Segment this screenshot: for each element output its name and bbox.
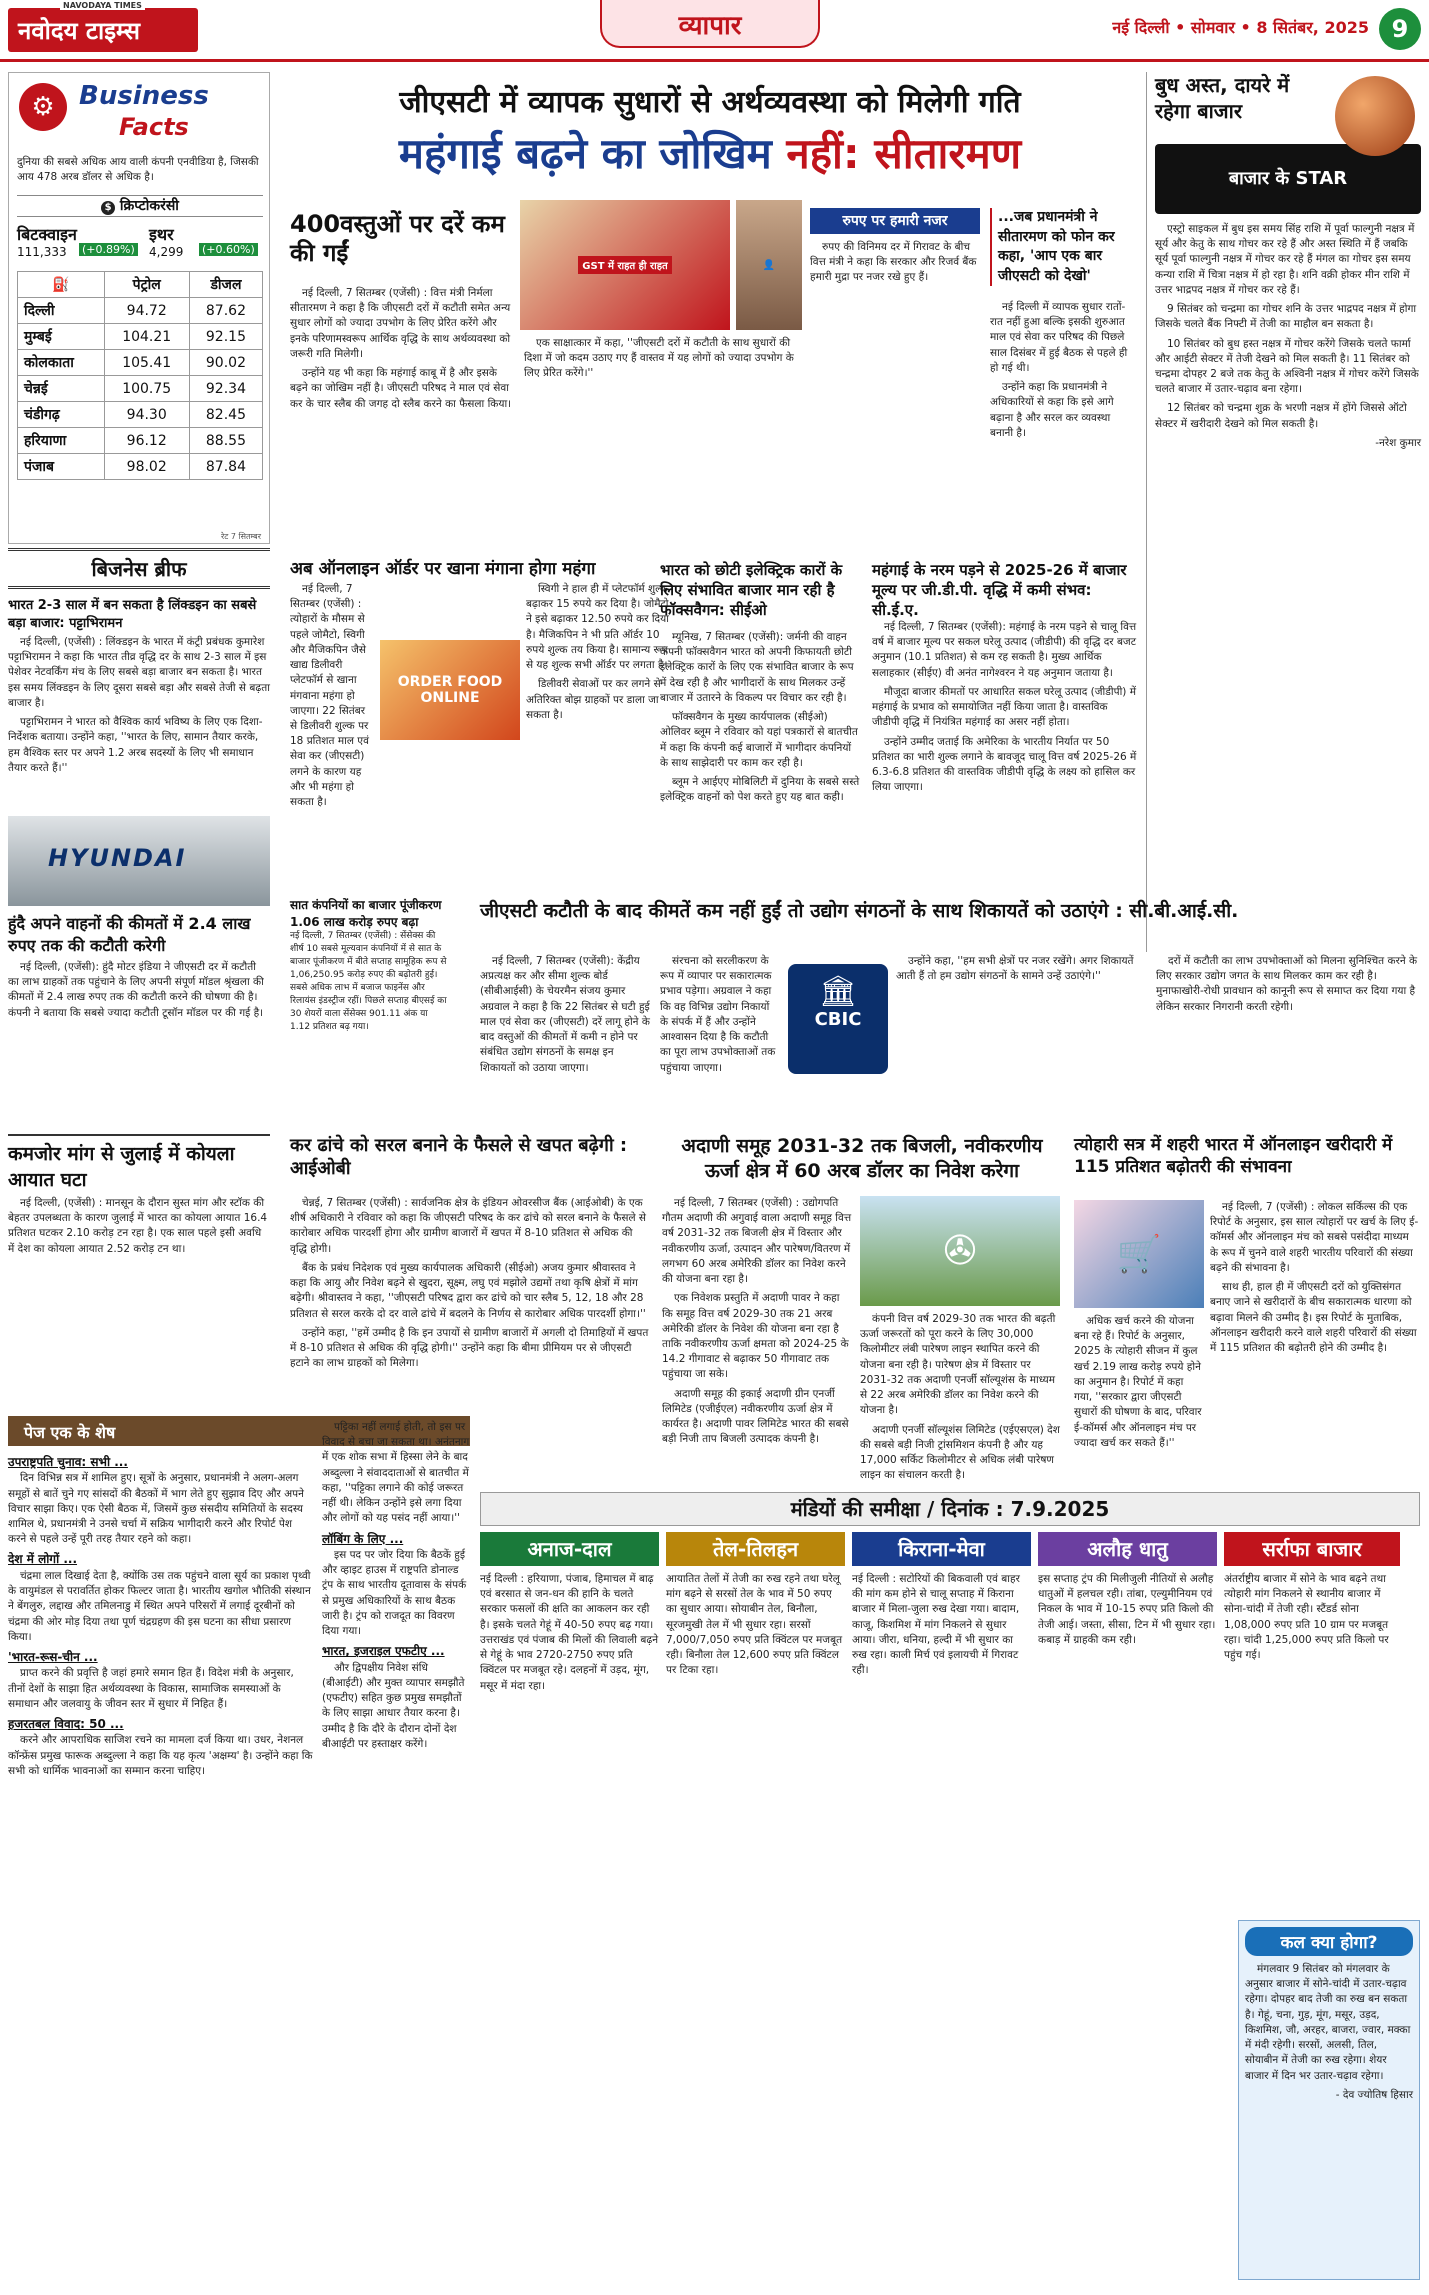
fuel-row bbox=[18, 376, 263, 402]
lead-headline-red: नहीं: सीतारमण bbox=[786, 129, 1022, 178]
mandi-col bbox=[1038, 1532, 1217, 2272]
brief-text-4: नई दिल्ली, (एजेंसी) : मानसून के दौरान सुस्त मांग और स्टॉक की बेहतर उपलब्धता के कारण जुलाई में भारत का कोयला आयात 16.4 प्रतिशत घटकर 2.10 करोड़ टन रहा है। एक साल पहले इसी अवधि में देश का कोयला आयात 2.52 करोड़ टन था। bbox=[8, 1197, 268, 1255]
wind-turbine-icon: ✇ bbox=[943, 1228, 977, 1274]
fuel-price: 94.30 bbox=[104, 402, 189, 428]
rupee-box-head: रुपए पर हमारी नजर bbox=[810, 208, 980, 234]
mandi-col-text: इस सप्ताह ट्रंप की मिलीजुली नीतियों से अलौह धातुओं में हलचल रही। तांबा, एल्युमीनियम एवं निकल के भाव में 10-15 रुपए प्रति किलो की तेजी आई। जस्ता, सीसा, टिन में भी सुधार रहा। कबाड़ में ग्राहकी कम रही। bbox=[1038, 1573, 1216, 1646]
iob-head: कर ढांचे को सरल बनाने के फैसले से खपत बढ़ेगी : आईओबी bbox=[290, 1135, 628, 1180]
fuel-row bbox=[18, 298, 263, 324]
fuel-row bbox=[18, 324, 263, 350]
star-column bbox=[1146, 72, 1421, 952]
fuel-note: रेट 7 सितम्बर bbox=[221, 532, 261, 541]
lead-headline bbox=[290, 124, 1130, 181]
fuel-pump-icon: ⛽ bbox=[18, 272, 105, 298]
lead-photo-caption: GST में राहत ही राहत bbox=[578, 256, 671, 274]
fuel-price: 87.84 bbox=[189, 454, 262, 480]
ether-block bbox=[149, 223, 263, 259]
festive-head: त्योहारी सत्र में शहरी भारत में ऑनलाइन खरीदारी में 115 प्रतिशत बढ़ोतरी की संभावना bbox=[1074, 1135, 1393, 1178]
star-author: -नरेश कुमार bbox=[1375, 436, 1421, 449]
cbic-text-4: दरों में कटौती का लाभ उपभोक्ताओं को मिलना सुनिश्चित करने के लिए सरकार उद्योग जगत के साथ मिलकर काम कर रही है। मुनाफाखोरी-रोधी प्रावधान को कानूनी रूप से समाप्त कर दिया गया है लेकिन सरकार निगरानी करती रहेगी। bbox=[1156, 955, 1418, 1013]
adani-text-5: अदाणी एनर्जी सॉल्यूशंस लिमिटेड (एईएसएल) देश की सबसे बड़ी निजी ट्रांसमिशन कंपनी है और यह 17,000 सर्किट किलोमीटर से अधिक लंबी पारेषण लाइन का संचालन करती है। bbox=[860, 1423, 1060, 1482]
mandi-col-title: अलौह धातु bbox=[1038, 1532, 1217, 1566]
rest-text-2: चंद्रमा लाल दिखाई देता है, क्योंकि उस तक पहुंचने वाला सूर्य का प्रकाश पृथ्वी के वायुमंडल से परावर्तित होकर फिल्टर जाता है। भारतीय खगोल भौतिकी संस्थान ने बेंगलुरु, लद्दाख और तमिलनाडु में स्थित अपने परिसरों में लगाई दूरबीनों को चंद्रमा की ओर मोड़ दिया तथा पूर्ण चंद्रग्रहण की इस घटना का सीधा प्रसारण किया। bbox=[8, 1569, 311, 1643]
brief-text-2: पट्टाभिरामन ने भारत को वैश्विक कार्य भविष्य के लिए एक दिशा-निर्देशक बताया। उन्होंने कहा, ''भारत के लिए, सामान तैयार करके, हम वैश्विक स्तर पर अपने 1.2 अरब सदस्यों के लिए भी समाधान तैयार करते हैं।'' bbox=[8, 716, 263, 774]
gdp-col bbox=[872, 620, 1137, 890]
star-text-4: 12 सितंबर को चन्द्रमा शुक्र के भरणी नक्षत्र में होंगे जिससे ऑटो सेक्टर में खरीदारी देखने को मिल सकती है। bbox=[1155, 402, 1407, 430]
wind-turbine-photo bbox=[860, 1196, 1060, 1306]
festive-col-1 bbox=[1210, 1200, 1420, 1480]
bitcoin-icon: $ bbox=[101, 201, 115, 215]
brief-head-1: भारत 2-3 साल में बन सकता है लिंक्डइन का सबसे बड़ा बाजार: पट्टाभिरामन bbox=[8, 598, 257, 631]
food-head: अब ऑनलाइन ऑर्डर पर खाना मंगाना होगा महंगा bbox=[290, 559, 596, 579]
lead-col-3 bbox=[810, 240, 980, 548]
tomorrow-text: मंगलवार 9 सितंबर को मंगलवार के अनुसार बाजार में सोने-चांदी में उतार-चढ़ाव रहेगा। दोपहर बाद तेजी का रुख बन सकता है। गेहूं, चना, गुड़, मूंग, मसूर, उड़द, किशमिश, जौ, अरहर, बाजरा, ज्वार, मक्का में मंदी रहेगी। सरसों, अलसी, तिल, सोयाबीन में तेजी का रुख रहेगा। शेयर बाजार में दिन भर उतार-चढ़ाव रहेगा। bbox=[1245, 1963, 1411, 2082]
crypto-header bbox=[17, 195, 263, 217]
mandi-col bbox=[666, 1532, 845, 2272]
fuel-price: 90.02 bbox=[189, 350, 262, 376]
ev-text-1: म्यूनिख, 7 सितम्बर (एजेंसी): जर्मनी की वाहन कंपनी फॉक्सवैगन भारत को अपनी किफायती छोटी इलेक्ट्रिक कारों के लिए एक संभावित बाजार के रूप में देख रही है और भागीदारों के साथ मिलकर उन्हें बाजार में उतारने के विकल्प पर विचार कर रही है। bbox=[660, 631, 854, 704]
festive-col-2 bbox=[1074, 1314, 1204, 1486]
festive-text-3: अधिक खर्च करने की योजना बना रहे हैं। रिपोर्ट के अनुसार, 2025 के त्योहारी सीजन में कुल खर्च 2.19 लाख करोड़ रुपये होने का अनुमान है। रिपोर्ट में कहा गया, ''सरकार द्वारा जीएसटी सुधारों की घोषणा के बाद, परिवार ई-कॉमर्स और ऑनलाइन मंच पर ज्यादा खर्च कर सकते हैं।'' bbox=[1074, 1315, 1202, 1449]
business-brief bbox=[8, 548, 270, 1408]
rest-head-6: भारत, इजराइल एफटीए ... bbox=[322, 1644, 445, 1659]
rest-head-3: 'भारत-रूस-चीन ... bbox=[8, 1649, 98, 1664]
dateline: नई दिल्ली • सोमवार • 8 सितंबर, 2025 bbox=[1112, 18, 1369, 37]
ether-label: इथर bbox=[149, 225, 174, 244]
rest-head-5: लॉबिंग के लिए ... bbox=[322, 1531, 404, 1546]
facts-title-1: Business bbox=[79, 81, 209, 111]
fuel-city: मुम्बई bbox=[18, 324, 105, 350]
lead-headline-blue: महंगाई बढ़ने का जोखिम bbox=[398, 129, 787, 178]
fuel-price: 100.75 bbox=[104, 376, 189, 402]
fuel-price: 94.72 bbox=[104, 298, 189, 324]
star-text-1: एस्ट्रो साइकल में बुध इस समय सिंह राशि में पूर्वा फाल्गुनी नक्षत्र में सूर्य और केतु के साथ गोचर कर रहे हैं और अस्त स्थिति में हैं जबकि सूर्य पूर्वा फाल्गुनी नक्षत्र में गोचर कर रहे हैं मंगल का गोचर इस समय कन्या राशि में चित्रा नक्षत्र में हो रहा है। शनि वक्री होकर मीन राशि में उत्तर भाद्रपद नक्षत्र में गोचर कर रहे हैं। bbox=[1155, 223, 1415, 296]
cbic-col-2 bbox=[660, 954, 780, 1124]
adani-col-2 bbox=[860, 1312, 1060, 1486]
mandi-col-title: तेल-तिलहन bbox=[666, 1532, 845, 1566]
fuel-price: 82.45 bbox=[189, 402, 262, 428]
star-text-2: 9 सितंबर को चन्द्रमा का गोचर शनि के उत्तर भाद्रपद नक्षत्र में होगा जिसके चलते बैंक निफ्टी में तेजी का माहौल बन सकता है। bbox=[1155, 303, 1417, 331]
food-photo-caption: ORDER FOOD ONLINE bbox=[397, 674, 503, 706]
mandi-col-text: अंतर्राष्ट्रीय बाजार में सोने के भाव बढ़ने तथा त्योहारी मांग निकलने से स्थानीय बाजार में सोना-चांदी में तेजी रही। स्टैंडर्ड सोना 1,08,000 रुपए प्रति 10 ग्राम पर मजबूत रहा। चांदी 1,25,000 रुपए प्रति किलो पर पहुंच गई। bbox=[1224, 1573, 1389, 1662]
adani-head: अदाणी समूह 2031-32 तक बिजली, नवीकरणीय ऊर्जा क्षेत्र में 60 अरब डॉलर का निवेश करेगा bbox=[681, 1135, 1043, 1182]
mandi-bar: मंडियों की समीक्षा / दिनांक : 7.9.2025 bbox=[480, 1492, 1420, 1526]
masthead-logo bbox=[8, 1, 198, 52]
fuel-head-petrol: पेट्रोल bbox=[104, 272, 189, 298]
fuel-row bbox=[18, 454, 263, 480]
lead-col-4 bbox=[990, 300, 1130, 548]
tomorrow-title: कल क्या होगा? bbox=[1245, 1927, 1413, 1956]
fuel-row bbox=[18, 428, 263, 454]
cart-icon: 🛒 bbox=[1116, 1234, 1162, 1275]
front-rest-bar: पेज एक के शेष bbox=[8, 1416, 470, 1446]
page-header bbox=[0, 0, 1429, 62]
lead-p6: उन्होंने कहा कि प्रधानमंत्री ने अधिकारियों से कहा कि इसे आगे बढ़ाना है और सरल कर व्यवस्था बनानी है। bbox=[990, 381, 1114, 439]
lead-p1: नई दिल्ली, 7 सितम्बर (एजेंसी) : वित्त मंत्री निर्मला सीतारमण ने कहा है कि जीएसटी दरों में कटौती समेत अन्य सुधार लोगों को ज्यादा उपभोग के लिए प्रेरित करेंगे और इनके परिणामस्वरूप आर्थिक वृद्धि के साथ अर्थव्यवस्था को जरूरी गति मिलेगी। bbox=[290, 287, 511, 360]
food-col-1 bbox=[290, 582, 375, 882]
cbic-head: जीएसटी कटौती के बाद कीमतें कम नहीं हुईं तो उद्योग संगठनों के साथ शिकायतें को उठाएंगे : सी.बी.आई.सी. bbox=[480, 900, 1239, 922]
fuel-price: 96.12 bbox=[104, 428, 189, 454]
fuel-row bbox=[18, 402, 263, 428]
brief-text-3: नई दिल्ली, (एजेंसी): हुंदै मोटर इंडिया ने जीएसटी दर में कटौती का लाभ ग्राहकों तक पहुंचाने के लिए अपनी संपूर्ण मॉडल श्रृंखला की कीमतों में 2.4 लाख रुपए तक की कटौती करने की घोषणा की है। कंपनी ने बताया कि सबसे ज्यादा कटौती टूसॉन मॉडल पर की गई है। bbox=[8, 961, 264, 1019]
festive-text-2: साथ ही, हाल ही में जीएसटी दरों को युक्तिसंगत बनाए जाने से खरीदारों के बीच सकारात्मक धारणा को बढ़ावा मिलने की उम्मीद है। इस रिपोर्ट के मुताबिक, ऑनलाइन खरीदारी करने वाले शहरी परिवारों की संख्या में 115 प्रतिशत की बढ़ोतरी होने की उम्मीद है। bbox=[1210, 1281, 1417, 1354]
lead-kicker: जीएसटी में व्यापक सुधारों से अर्थव्यवस्था को मिलेगी गति bbox=[399, 85, 1021, 120]
crypto-title: क्रिप्टोकरंसी bbox=[119, 198, 179, 214]
star-text-3: 10 सितंबर को बुध हस्त नक्षत्र में गोचर करेंगे जिसके चलते फार्मा और आईटी सेक्टर में तेजी देखने को मिल सकती है। 11 सितंबर को चन्द्रमा दोपहर 2 बजे तक केतु के अश्विनी नक्षत्र में गोचर करेंगे जिसके चलते बाजार में उतार-चढ़ाव बना रहेगा। bbox=[1155, 337, 1419, 396]
ether-change: (+0.60%) bbox=[199, 243, 258, 256]
gdp-text-2: मौजूदा बाजार कीमतों पर आधारित सकल घरेलू उत्पाद (जीडीपी) में महंगाई के प्रभाव को समायोजित नहीं किया जाता है। वास्तविक जीडीपी वृद्धि में नियंत्रित महंगाई का असर नहीं होता। bbox=[872, 685, 1137, 729]
rest-text-7: और द्विपक्षीय निवेश संधि (बीआईटी) और मुक्त व्यापार समझौते (एफटीए) सहित कुछ प्रमुख समझौतों के लिए साझा आधार तैयार करना है। उम्मीद है कि दौरे के दौरान दोनों देश बीआईटी पर हस्ताक्षर करेंगे। bbox=[322, 1661, 465, 1750]
lead-p4: रुपए की विनिमय दर में गिरावट के बीच वित्त मंत्री ने कहा कि सरकार और रिजर्व बैंक हमारी मुद्रा पर नजर रखे हुए हैं। bbox=[810, 241, 977, 284]
cbic-logo bbox=[788, 964, 888, 1074]
mcap-text: नई दिल्ली, 7 सितम्बर (एजेंसी) : सेंसेक्स की शीर्ष 10 सबसे मूल्यवान कंपनियों में से सात के बाजार पूंजीकरण में बीते सप्ताह सामूहिक रूप से 1,06,250.95 करोड़ रुपए की बढ़ोतरी हुई। सबसे अधिक लाभ में बजाज फाइनेंस और रिलायंस इंडस्ट्रीज रहीं। पिछले सप्ताह बीएसई का 30 शेयरों वाला सेंसेक्स 901.11 अंक या 1.12 प्रतिशत बढ़ गया। bbox=[290, 931, 447, 1033]
adani-text-4: कंपनी वित्त वर्ष 2029-30 तक भारत की बढ़ती ऊर्जा जरूरतों को पूरा करने के लिए 30,000 किलोमीटर लंबी पारेषण लाइन स्थापित करने की योजना बना रही है। पारेषण क्षेत्र में विस्तार पर 2031-32 तक अदाणी एनर्जी सॉल्यूशंस के माध्यम से 22 अरब अमेरिकी डॉलर का निवेश करने की योजना है। bbox=[860, 1313, 1056, 1417]
ev-text-3: ब्लूम ने आईएए मोबिलिटी में दुनिया के सबसे सस्ते इलेक्ट्रिक वाहनों को पेश करते हुए यह बात कही। bbox=[660, 775, 860, 804]
bitcoin-label: बिटक्वाइन bbox=[17, 225, 77, 244]
masthead-tag: NAVODAYA TIMES bbox=[60, 1, 145, 10]
lead-p3: एक साक्षात्कार में कहा, ''जीएसटी दरों में कटौती के साथ सुधारों की दिशा में जो कदम उठाए गए हैं वास्तव में यह लोगों को ज्यादा उपभोग के लिए प्रेरित करेंगे।'' bbox=[524, 337, 794, 380]
bitcoin-block bbox=[17, 223, 139, 259]
shopping-photo bbox=[1074, 1200, 1204, 1308]
rest-head-2: देश में लोगों ... bbox=[8, 1552, 78, 1567]
cbic-text-2: संरचना को सरलीकरण के रूप में व्यापार पर सकारात्मक प्रभाव पड़ेगा। अग्रवाल ने कहा कि वह विभिन्न उद्योग निकायों के संपर्क में हैं और उन्होंने आश्वासन दिया है कि कटौती का पूरा लाभ उपभोक्ताओं तक पहुंचाया जाएगा। bbox=[660, 955, 776, 1074]
tomorrow-author: - देव ज्योतिष हिसार bbox=[1335, 2088, 1413, 2101]
rest-head-1: उपराष्ट्रपति चुनाव: सभी ... bbox=[8, 1455, 128, 1469]
brief-head-2: हुंदै अपने वाहनों की कीमतों में 2.4 लाख रुपए तक की कटौती करेगी bbox=[8, 914, 251, 955]
lead-col-2 bbox=[524, 336, 800, 548]
brief-text-1: नई दिल्ली, (एजेंसी) : लिंक्डइन के भारत में कंट्री प्रबंधक कुमारेश पट्टाभिरामन ने कहा कि भारत तीव्र वृद्धि दर के साथ 2-3 साल में इस पेशेवर नेटवर्किंग मंच के लिए सबसे बड़ा बाजार बन सकता है। भारत इस समय लिंक्डइन के लिए दूसरा सबसे बड़ा और सबसे तेजी से बढ़ता बाजार है। bbox=[8, 636, 270, 709]
mandi-col-title: सर्राफा बाजार bbox=[1224, 1532, 1400, 1566]
fuel-price: 98.02 bbox=[104, 454, 189, 480]
emblem-icon: 🏛 bbox=[818, 974, 858, 1009]
adani-text-1: नई दिल्ली, 7 सितम्बर (एजेंसी) : उद्योगपति गौतम अदाणी की अगुवाई वाला अदाणी समूह वित्त वर्ष 2031-32 तक बिजली क्षेत्र में विस्तार और नवीकरणीय ऊर्जा, उत्पादन और पारेषण/वितरण में लगभग 60 अरब अमेरिकी डॉलर का निवेश करने की योजना बना रहा है। bbox=[662, 1197, 852, 1286]
fuel-price: 104.21 bbox=[104, 324, 189, 350]
cbic-text-1: नई दिल्ली, 7 सितम्बर (एजेंसी): केंद्रीय अप्रत्यक्ष कर और सीमा शुल्क बोर्ड (सीबीआईसी) के चेयरमैन संजय कुमार अग्रवाल ने कहा है कि 22 सितंबर से घटी हुई माल एवं सेवा कर (जीएसटी) दरें लागू होने के बाद वस्तुओं की कीमतों में कमी न होने पर संबंधित उद्योग संगठनों के समक्ष इन शिकायतों को उठाया जाएगा। bbox=[480, 955, 650, 1074]
rest-text-1: दिन विभिन्न सत्र में शामिल हुए। सूत्रों के अनुसार, प्रधानमंत्री ने अलग-अलग समूहों से बातें चुने गए सांसदों की बैठकों में भाग लेते हुए सुझाव दिए और अपने विचार साझा किए। एक ऐसी बैठक में, जिसमें कुछ संसदीय समितियों के सदस्य शामिल थे, प्रधानमंत्री ने उनसे चर्चा में सक्रिय भागीदारी करने और रिपोर्ट पेश करने से पहले उन्हें पूरी तरह तैयार रहने को कहा। bbox=[8, 1472, 304, 1546]
fuel-city: कोलकाता bbox=[18, 350, 105, 376]
lead-col-1 bbox=[290, 286, 516, 548]
fuel-price: 105.41 bbox=[104, 350, 189, 376]
hyundai-photo bbox=[8, 816, 270, 906]
mandi-col bbox=[852, 1532, 1031, 2272]
adani-col-1 bbox=[662, 1196, 852, 1486]
mandi-col-text: नई दिल्ली : हरियाणा, पंजाब, हिमाचल में बाढ़ एवं बरसात से जन-धन की हानि के चलते सरकार फसलों की क्षति का आकलन कर रही है। इसके चलते गेहूं में 40-50 रुपए बढ़ गया। उत्तराखंड एवं पंजाब की मिलों की लिवाली बढ़ने से गेहूं के भाव 2720-2750 रुपए प्रति क्विंटल पर मजबूत रहे। दलहनों में उड़द, मूंग, मसूर में मंदा रहा। bbox=[480, 1573, 659, 1692]
rest-text-3: प्राप्त करने की प्रवृत्ति है जहां हमारे समान हित हैं। विदेश मंत्री के अनुसार, तीनों देशों के साझा हित अर्थव्यवस्था के विकास, सामाजिक समस्याओं के समाधान और जलवायु के जीवन स्तर में सुधार में निहित हैं। bbox=[8, 1667, 294, 1710]
fuel-city: चंडीगढ़ bbox=[18, 402, 105, 428]
fuel-head-diesel: डीजल bbox=[189, 272, 262, 298]
mandi-col-title: अनाज-दाल bbox=[480, 1532, 659, 1566]
page-number: 9 bbox=[1379, 8, 1421, 50]
iob-text-3: उन्होंने कहा, ''हमें उम्मीद है कि इन उपायों से ग्रामीण बाजारों में अगली दो तिमाहियों में खपत में 8-10 प्रतिशत से अधिक की वृद्धि होगी।'' उन्होंने कहा कि बीमा प्रीमियम पर से जीएसटी हटाने का लाभ ग्राहकों को मिलेगा। bbox=[290, 1326, 649, 1370]
fuel-row bbox=[18, 350, 263, 376]
fuel-city: हरियाणा bbox=[18, 428, 105, 454]
fuel-city: दिल्ली bbox=[18, 298, 105, 324]
fuel-city: चेन्नई bbox=[18, 376, 105, 402]
fuel-price: 92.15 bbox=[189, 324, 262, 350]
cbic-col-1 bbox=[480, 954, 650, 1124]
brain-icon: ⚙ bbox=[19, 83, 67, 131]
fuel-price: 92.34 bbox=[189, 376, 262, 402]
cbic-col-3 bbox=[896, 954, 1146, 1124]
rest-text-5: पट्टिका नहीं लगाई होती, तो इस पर विवाद से बचा जा सकता था। अनंतनाग में एक शोक सभा में हिस्सा लेने के बाद अब्दुल्ला ने संवाददाताओं से बातचीत में कहा, ''पट्टिका लगाने की कोई जरूरत नहीं थी। लेकिन उन्होंने इसे लगा दिया और लोगों को यह पसंद नहीं आया।'' bbox=[322, 1421, 470, 1525]
food-text-3: डिलीवरी सेवाओं पर कर लगने से अतिरिक्त बोझ ग्राहकों पर डाला जा सकता है। bbox=[526, 678, 661, 721]
cbic-text-3: उन्होंने कहा, ''हम सभी क्षेत्रों पर नजर रखेंगे। अगर शिकायतें आती हैं तो हम उद्योग संगठनों के सामने उन्हें उठाएंगे।'' bbox=[896, 955, 1134, 983]
business-facts-box bbox=[8, 72, 270, 544]
fuel-price-table bbox=[17, 271, 263, 480]
mandi-col-text: नई दिल्ली : सटोरियों की बिकवाली एवं बाहर की मांग कम होने से चालू सप्ताह में किराना बाजार में मिला-जुला रुख देखा गया। बादाम, काजू, किशमिश में मांग निकलने से सुधार आया। जीरा, धनिया, हल्दी में भी सुधार का रुख रहा। काली मिर्च एवं इलायची में गिरावट रही। bbox=[852, 1573, 1020, 1677]
adani-text-3: अदाणी समूह की इकाई अदाणी ग्रीन एनर्जी लिमिटेड (एजीईएल) नवीकरणीय ऊर्जा क्षेत्र में कार्यरत है। अदाणी पावर लिमिटेड भारत की सबसे बड़ी निजी ताप बिजली उत्पादक कंपनी है। bbox=[662, 1387, 849, 1446]
rest-text-4: करने और आपराधिक साजिश रचने का मामला दर्ज किया था। उधर, नेशनल कॉन्फ्रेंस प्रमुख फारूक अब्दुल्ला ने कहा कि यह कृत्य 'अक्षम्य' है। उन्होंने कहा कि सभी को धार्मिक भावनाओं का सम्मान करना चाहिए। bbox=[8, 1734, 313, 1777]
ether-value: 4,299 bbox=[149, 245, 184, 259]
lead-p2: उन्होंने यह भी कहा कि महंगाई काबू में है और इसके बढ़ने का जोखिम नहीं है। जीएसटी परिषद ने माल एवं सेवा कर के चार स्लैब की जगह दो स्लैब करने का फैसला किया। bbox=[290, 367, 512, 410]
lead-side-head: 400वस्तुओं पर दरें कम की गईं bbox=[290, 210, 505, 267]
gdp-text-3: उन्होंने उम्मीद जताई कि अमेरिका के भारतीय निर्यात पर 50 प्रतिशत का भारी शुल्क लगाने के बावजूद चालू वित्त वर्ष 2025-26 में 6.3-6.8 प्रतिशत की वास्तविक जीडीपी वृद्धि के लक्ष्य को हासिल कर लिया जाएगा। bbox=[872, 735, 1137, 794]
masthead-name: नवोदय टाइम्स bbox=[18, 17, 141, 45]
planet-icon bbox=[1335, 76, 1415, 156]
gdp-head: महंगाई के नरम पड़ने से 2025-26 में बाजार मूल्य पर जी.डी.पी. वृद्धि में कमी संभव: सी.ई.ए. bbox=[872, 561, 1127, 619]
festive-text-1: नई दिल्ली, 7 (एजेंसी) : लोकल सर्किल्स की एक रिपोर्ट के अनुसार, इस साल त्योहारों पर खर्च के लिए ई-कॉमर्स और ऑनलाइन मंच को सबसे पसंदीदा माध्यम के रूप में चुनने वाले शहरी भारतीय परिवारों की संख्या बढ़ने की संभावना है। bbox=[1210, 1201, 1419, 1274]
lead-p5: नई दिल्ली में व्यापक सुधार रातों-रात नहीं हुआ बल्कि इसकी शुरुआत माल एवं सेवा कर परिषद की पिछले साल दिसंबर में हुई बैठक से पहले ही हो गई थी। bbox=[990, 301, 1128, 374]
food-text-1: नई दिल्ली, 7 सितम्बर (एजेंसी) : त्योहारों के मौसम से पहले जोमैटो, स्विगी और मैजिकपिन जैसे खाद्य डिलीवरी प्लेटफॉर्म से खाना मंगवाना महंगा हो जाएगा। 22 सितंबर से डिलीवरी शुल्क पर 18 प्रतिशत माल एवं सेवा कर (जीएसटी) लगने के कारण यह और भी महंगा हो सकता है। bbox=[290, 583, 369, 809]
tomorrow-box bbox=[1238, 1920, 1420, 2280]
ev-head: भारत को छोटी इलेक्ट्रिक कारों के लिए संभावित बाजार मान रही है फॉक्सवैगन: सीईओ bbox=[660, 561, 843, 619]
food-text-2: स्विगी ने हाल ही में प्लेटफॉर्म शुल्क बढ़ाकर 15 रुपये कर दिया है। जोमैटो ने इसे बढ़ाकर 12.50 रुपये कर दिया है। मैजिकपिन ने भी प्रति ऑर्डर 10 रुपये शुल्क तय किया है। सामान्य रूप से यह शुल्क सभी ऑर्डर पर लगता है। bbox=[526, 583, 669, 672]
ev-text-2: फॉक्सवैगन के मुख्य कार्यपालक (सीईओ) ओलिवर ब्लूम ने रविवार को यहां पत्रकारों से बातचीत में कहा कि कंपनी कई बाजारों में भागीदार कंपनियों के साथ साझेदारी पर काम कर रही है। bbox=[660, 711, 858, 769]
brief-title: बिजनेस ब्रीफ bbox=[8, 548, 270, 589]
rest-text-6: इस पद पर जोर दिया कि बैठकें हुई और व्हाइट हाउस में राष्ट्रपति डोनाल्ड ट्रंप के साथ भारतीय दूतावास के संपर्क से प्रमुख अधिकारियों के साथ बैठक जारी है। ट्रंप को राजदूत का विवरण दिया गया। bbox=[322, 1548, 467, 1638]
ev-col bbox=[660, 630, 860, 892]
lead-quote: ...जब प्रधानमंत्री ने सीतारमण को फोन कर कहा, 'आप एक बार जीएसटी को देखो' bbox=[990, 208, 1130, 286]
rest-head-4: हजरतबल विवाद: 50 ... bbox=[8, 1717, 124, 1732]
section-title: व्यापार bbox=[600, 0, 820, 48]
food-col-2 bbox=[526, 582, 670, 882]
food-photo bbox=[380, 640, 520, 740]
front-rest-col-1 bbox=[8, 1454, 313, 2274]
fuel-price: 88.55 bbox=[189, 428, 262, 454]
iob-text-1: चेन्नई, 7 सितम्बर (एजेंसी) : सार्वजनिक क्षेत्र के इंडियन ओवरसीज बैंक (आईओबी) के एक शीर्ष अधिकारी ने रविवार को कहा कि जीएसटी परिषद के कर ढांचे को सरल बनाने के फैसले से कारोबार अधिक पारदर्शी होगा और ग्रामीण बाजारों में खपत में 8-10 प्रतिशत से अधिक की वृद्धि होगी। bbox=[290, 1197, 647, 1255]
front-rest-col-2 bbox=[322, 1420, 472, 2270]
fuel-city: पंजाब bbox=[18, 454, 105, 480]
facts-note: दुनिया की सबसे अधिक आय वाली कंपनी एनवीडिया है, जिसकी आय 478 अरब डॉलर से अधिक है। bbox=[17, 156, 259, 184]
brief-head-3: कमजोर मांग से जुलाई में कोयला आयात घटा bbox=[8, 1134, 270, 1192]
lead-photo bbox=[520, 200, 730, 330]
cbic-logo-text: CBIC bbox=[814, 1009, 862, 1030]
hyundai-logo: HYUNDAI bbox=[48, 844, 187, 872]
mcap-head: सात कंपनियों का बाजार पूंजीकरण 1.06 लाख करोड़ रुपए बढ़ा bbox=[290, 898, 442, 929]
mandi-col-text: आयातित तेलों में तेजी का रुख रहने तथा घरेलू मांग बढ़ने से सरसों तेल के भाव में 50 रुपए का सुधार आया। सोयाबीन तेल, बिनौला, सूरजमुखी तेल में भी सुधार रहा। सरसों 7,000/7,050 रुपए प्रति क्विंटल पर मजबूत रही। बिनौला तेल 12,600 रुपए प्रति क्विंटल पर टिका रहा। bbox=[666, 1573, 843, 1677]
iob-text-2: बैंक के प्रबंध निदेशक एवं मुख्य कार्यपालक अधिकारी (सीईओ) अजय कुमार श्रीवास्तव ने कहा कि आयु और निवेश बढ़ने से खुदरा, सूक्ष्म, लघु एवं मझोले उद्यमों तथा कृषि क्षेत्रों में मांग बढ़ेगी। श्रीवास्तव ने कहा, ''जीएसटी परिषद द्वारा कर ढांचे को चार स्लैब 5, 12, 18 और 28 प्रतिशत से सरल करके दो दर वाले ढांचे में बदलने के निर्णय से कारोबार अधिक पारदर्शी होगा।'' bbox=[290, 1261, 646, 1320]
star-head: बुध अस्त, दायरे में रहेगा बाजार bbox=[1155, 73, 1290, 123]
gdp-text-1: नई दिल्ली, 7 सितम्बर (एजेंसी): महंगाई के नरम पड़ने से चालू वित्त वर्ष में बाजार मूल्य पर सकल घरेलू उत्पाद (जीडीपी) की वृद्धि दर बजट अनुमान (10.1 प्रतिशत) से कम रह सकती है। मुख्य आर्थिक सलाहकार (सीईए) वी अनंत नागेश्वरन ने यह अनुमान जताया है। bbox=[872, 621, 1137, 679]
cbic-col-4 bbox=[1156, 954, 1420, 1124]
bitcoin-value: 111,333 bbox=[17, 245, 67, 259]
mandi-col-title: किराना-मेवा bbox=[852, 1532, 1031, 1566]
mandi-col bbox=[1224, 1532, 1400, 1912]
minister-photo: 👤 bbox=[736, 200, 802, 330]
star-badge: बाजार के STAR bbox=[1155, 144, 1421, 214]
fuel-price: 87.62 bbox=[189, 298, 262, 324]
mandi-col bbox=[480, 1532, 659, 2272]
adani-text-2: एक निवेशक प्रस्तुति में अदाणी पावर ने कहा कि समूह वित्त वर्ष 2029-30 तक 21 अरब अमेरिकी डॉलर के निवेश की योजना बना रहा है ताकि नवीकरणीय ऊर्जा क्षमता को 2024-25 के 14.2 गीगावाट से बढ़ाकर 50 गीगावाट तक पहुंचाया जा सके। bbox=[662, 1292, 849, 1381]
bitcoin-change: (+0.89%) bbox=[79, 243, 138, 256]
facts-title-2: Facts bbox=[119, 113, 189, 141]
